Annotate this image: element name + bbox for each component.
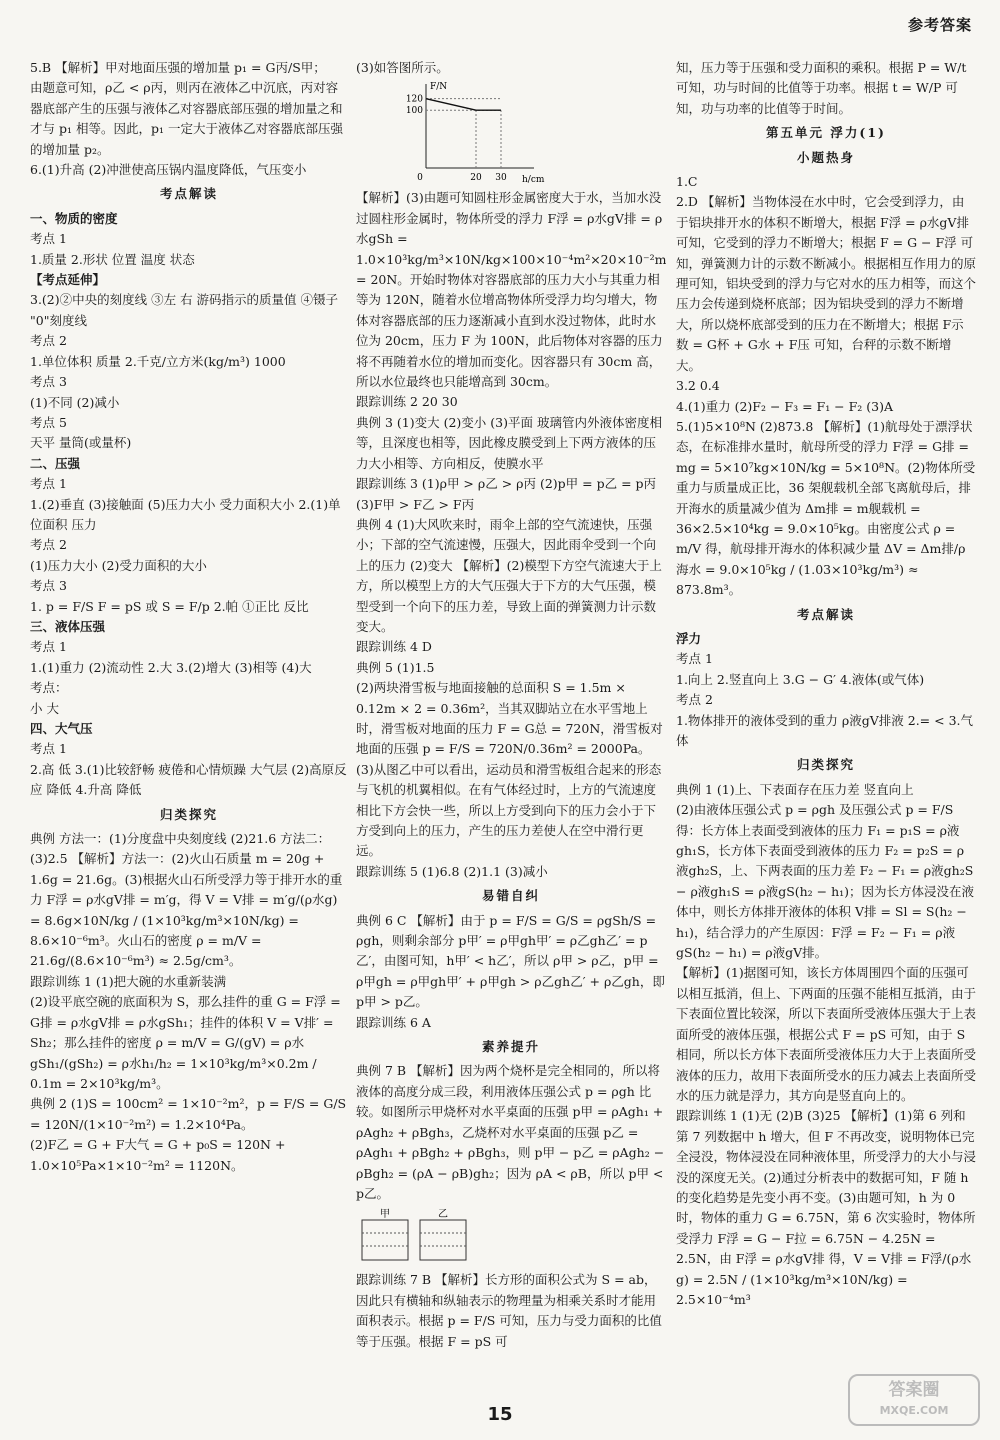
answer-paragraph: (1)压力大小 (2)受力面积的大小 — [30, 557, 207, 573]
answer-paragraph: 1.物体排开的液体受到的重力 ρ液gV排液 2.= < 3.气体 — [676, 712, 973, 748]
column-middle — [356, 58, 666, 1352]
answer-paragraph: 5.B 【解析】甲对地面压强的增加量 p₁ = G丙/S甲； — [30, 60, 326, 75]
subheading: 三、液体压强 — [30, 618, 106, 634]
answer-paragraph: 典例 4 (1)大风吹来时，雨伞上部的空气流速快，压强小；下部的空气流速慢，压强大，因此雨伞受到一个向上的压力 (2)变大 【解析】(2)模型下方空气流速大于上方，所以模型上方的大气压强大于下方的大气压强，模型受到一个向下的压力差，导致上面的弹簧测力计示数变大。 — [356, 516, 662, 634]
beaker-outline — [420, 1220, 466, 1260]
section-heading: 易错自纠 — [481, 888, 540, 904]
column-right — [676, 58, 976, 1310]
section-heading: 考点解读 — [796, 606, 855, 622]
section-heading: 第五单元 浮力(1) — [766, 125, 886, 141]
answer-paragraph: 【解析】(3)由题可知圆柱形金属密度大于水，当加水没过圆柱形金属时，物体所受的浮力 F浮 = ρ水gV排 = ρ水gSh = 1.0×10³kg/m³×10N/kg×100×10⁻⁴m²×20×10⁻²m = 20N。开始时物体对容器底部的压力大小与其重力相等为 120N，随着水位增高物体所受浮力均匀增大，物体对容器底部的压力逐渐减小直到水没过物体，此时水位为 20cm，压力 F 为 100N，此后物体对容器的压力将不再随着水位的增加而变化。因容器只有 30cm 高，所以水位最终也只能增高到 30cm。 — [356, 190, 666, 390]
section-heading: 素养提升 — [481, 1039, 540, 1055]
answer-paragraph: 3.(2)②中央的刻度线 ③左 右 游码指示的质量值 ④镊子 "0"刻度线 — [30, 292, 339, 328]
section-heading: 归类探究 — [159, 806, 218, 822]
answer-paragraph: 考点 3 — [30, 374, 67, 390]
answer-paragraph: 2.高 低 3.(1)比较舒畅 疲倦和心情烦躁 大气层 (2)高原反应 降低 4.升高 降低 — [30, 761, 347, 798]
answer-paragraph: 小 大 — [30, 700, 59, 716]
answer-paragraph: 1.(2)垂直 (3)接触面 (5)压力大小 受力面积大小 2.(1)单位面积 压力 — [30, 496, 341, 532]
watermark-line1: 答案圈 — [888, 1380, 940, 1400]
answer-paragraph: (2)F乙 = G + F大气 = G + p₀S = 120N + 1.0×10⁵Pa×1×10⁻²m² = 1120N。 — [30, 1137, 286, 1173]
answer-paragraph: 3.2 0.4 — [676, 378, 720, 394]
answer-paragraph: 典例 1 (1)上、下表面存在压力差 竖直向上 — [676, 781, 914, 797]
x-tick-label: 0 — [417, 173, 423, 184]
figure-caption: (3)如答图所示。 — [356, 60, 449, 75]
answer-paragraph: (3)从图乙中可以看出，运动员和滑雪板组合起来的形态与飞机的机翼相似。在有气体经过时，上方的气流速度相比下方会快一些，所以上方受到向下的压力会小于下方受到向上的压力，产生的压力差使人在空中滑行更远。 — [356, 761, 662, 859]
answer-paragraph: 考点 1 — [30, 639, 67, 655]
subheading: 二、压强 — [30, 455, 81, 471]
watermark-logo — [848, 1374, 980, 1426]
answer-paragraph: 跟踪训练 7 B 【解析】长方形的面积公式为 S = ab，因此只有横轴和纵轴表示的物理量为相乘关系时才能用面积表示。根据 p = F/S 可知，压力与受力面积的比值等于压强。根据 F = pS 可 — [356, 1272, 662, 1349]
beaker-label: 甲 — [380, 1209, 390, 1221]
answer-paragraph: 1.向上 2.竖直向上 3.G − G′ 4.液体(或气体) — [676, 671, 925, 687]
section-heading: 归类探究 — [796, 757, 855, 773]
beakers-figure — [356, 1206, 476, 1266]
answer-paragraph: 考点 2 — [676, 692, 713, 708]
answer-paragraph: 5.(1)5×10⁸N (2)873.8 【解析】(1)航母处于漂浮状态，在标准排水量时，航母所受的浮力 F浮 = G排 = mg = 5×10⁷kg×10N/kg = 5×10⁸N。(2)物体所受重力与质量成正比，36 架舰载机全部飞离航母后，排开海水的质量减少值为 Δm排 = m舰载机 = 36×2.5×10⁴kg = 9.0×10⁵kg。由密度公式 ρ = m/V 得，航母排开海水的体积减少量 ΔV = Δm排/ρ海水 = 9.0×10⁵kg / (1.03×10³kg/m³) ≈ 873.8m³。 — [676, 418, 976, 598]
answer-paragraph: 跟踪训练 2 20 30 — [356, 394, 458, 410]
answer-paragraph: 典例 3 (1)变大 (2)变小 (3)平面 玻璃管内外液体密度相等，且深度也相等，因此橡皮膜受到上下两方液体的压力大小相等、方向相反，使膜水平 — [356, 414, 662, 471]
column-left — [30, 58, 348, 1176]
answer-paragraph: 跟踪训练 1 (1)无 (2)B (3)25 【解析】(1)第 6 列和第 7 列数据中 h 增大，但 F 不再改变，说明物体已完全浸没，物体浸没在同种液体里，所受浮力的大小与浸没的深度无关。(2)通过分析表中的数据可知，F 随 h 的变化趋势是先变小再不变。(3)由题可知，h 为 0 时，物体的重力 G = 6.75N，第 6 次实验时，物体所受浮力 F浮 = G − F拉 = 6.75N − 4.25N = 2.5N，由 F浮 = ρ水gV排 得，V = V排 = F浮/(ρ水g) = 2.5N / (1×10³kg/m³×10N/kg) = 2.5×10⁻⁴m³ — [676, 1108, 976, 1307]
answer-paragraph: 1.单位体积 质量 2.千克/立方米(kg/m³) 1000 — [30, 353, 286, 369]
answer-paragraph: 【解析】(1)据图可知，该长方体周围四个面的压强可以相互抵消，但上、下两面的压强不能相互抵消，由于下表面位置比较深，所以下表面所受液体压强大于上表面所受的液体压强，根据公式 F = pS 可知，由于 S 相同，所以长方体下表面所受液体压力大于上表面所受液体的压力，故用下表面所受水的压力减去上表面所受水的压力就是浮力，其方向是竖直向上的。 — [676, 965, 976, 1103]
page-header-title: 参考答案 — [907, 16, 972, 34]
answer-paragraph: (2)两块滑雪板与地面接触的总面积 S = 1.5m × 0.12m × 2 = 0.36m²，当其双脚站立在水平雪地上时，滑雪板对地面的压力 F = G总 = 720N，滑雪板对地面的压强 p = F/S = 720N/0.36m² = 2000Pa。 — [356, 680, 663, 757]
section-heading: 考点解读 — [159, 186, 218, 202]
answer-paragraph: 6.(1)升高 (2)冲泄使高压锅内温度降低，气压变小 — [30, 162, 307, 178]
answer-paragraph: 1.C — [676, 174, 698, 190]
subheading: 【考点延伸】 — [30, 272, 106, 288]
answer-paragraph: 跟踪训练 6 A — [356, 1014, 431, 1030]
answer-paragraph: 4.(1)重力 (2)F₂ − F₃ = F₁ − F₂ (3)A — [676, 398, 894, 414]
y-tick-label: 100 — [405, 106, 423, 117]
answer-paragraph: 典例 2 (1)S = 100cm² = 1×10⁻²m²，p = F/S = G/S = 120N/(1×10⁻²m²) = 1.2×10⁴Pa。 — [30, 1096, 347, 1132]
answer-paragraph: 考点 2 — [30, 537, 67, 553]
answer-paragraph: 知，压力等于压强和受力面积的乘积。根据 P = W/t 可知，功与时间的比值等于功率。根据 t = W/P 可知，功与功率的比值等于时间。 — [676, 60, 967, 116]
answer-paragraph: 考点 1 — [30, 476, 67, 492]
answer-paragraph: 考点： — [30, 680, 68, 696]
subheading: 四、大气压 — [30, 721, 93, 736]
answer-paragraph: 考点 5 — [30, 414, 67, 430]
answer-paragraph: 考点 1 — [676, 651, 713, 667]
answer-paragraph: 1. p = F/S F = pS 或 S = F/p 2.帕 ①正比 反比 — [30, 598, 309, 614]
x-tick-label: 20 — [470, 173, 482, 184]
answer-paragraph: 考点 2 — [30, 333, 67, 349]
subheading: 一、物质的密度 — [30, 210, 118, 226]
beaker-outline — [362, 1220, 408, 1260]
subheading: 浮力 — [676, 630, 702, 646]
answer-paragraph: 典例 5 (1)1.5 — [356, 659, 435, 675]
answer-paragraph: 天平 量筒(或量杯) — [30, 435, 132, 451]
answer-paragraph: 考点 1 — [30, 741, 67, 757]
answer-paragraph: 典例 6 C 【解析】由于 p = F/S = G/S = ρgSh/S = ρgh，则剩余部分 p甲′ = ρ甲gh甲′ = ρ乙gh乙′ = p乙′，由图可知，h甲′ < h乙′，所以 ρ甲 > ρ乙，p甲 = ρ甲gh = ρ甲gh甲′ + ρ甲gh > ρ乙gh乙′ + ρ乙gh，即 p甲 > p乙。 — [356, 912, 665, 1010]
y-axis-label: F/N — [430, 82, 448, 93]
x-tick-label: 30 — [495, 173, 507, 184]
answer-paragraph: 考点 1 — [30, 231, 67, 247]
force-depth-chart — [396, 80, 546, 184]
page-number: 15 — [487, 1404, 513, 1425]
answer-paragraph: 1.(1)重力 (2)流动性 2.大 3.(2)增大 (3)相等 (4)大 — [30, 659, 312, 675]
section-heading: 小题热身 — [796, 149, 855, 165]
answer-paragraph: 由题意可知，ρ乙 < ρ丙，则丙在液体乙中沉底，丙对容器底部产生的压强与液体乙对容器底部压强的增加量之和才与 p₁ 相等。因此，p₁ 一定大于液体乙对容器底部压强的增加量 p₂。 — [30, 80, 343, 157]
answer-paragraph: (2)设平底空碗的底面积为 S，那么挂件的重 G = F浮 = G排 = ρ水gV排 = ρ水gSh₁；挂件的体积 V = V排′ = Sh₂；那么挂件的密度 ρ = m/V = G/(gV) = ρ水gSh₁/(gSh₂) = ρ水h₁/h₂ = 1×10³kg/m³×0.2m / 0.1m = 2×10³kg/m³。 — [30, 994, 341, 1091]
y-tick-label: 120 — [405, 95, 423, 106]
answer-paragraph: 典例 7 B 【解析】因为两个烧杯是完全相同的，所以将液体的高度分成三段，利用液体压强公式 p = ρgh 比较。如图所示甲烧杯对水平桌面的压强 p甲 = ρAgh₁ + ρAgh₂ + ρBgh₃，乙烧杯对水平桌面的压强 p乙 = ρAgh₁ + ρBgh₂ + ρBgh₃，则 p甲 − p乙 = ρAgh₂ − ρBgh₂ = (ρA − ρB)gh₂；因为 ρA < ρB，所以 p甲 < p乙。 — [356, 1063, 665, 1201]
answer-paragraph: 跟踪训练 4 D — [356, 639, 432, 655]
answer-paragraph: 1.质量 2.形状 位置 温度 状态 — [30, 251, 195, 267]
watermark-line2: MXQE.COM — [879, 1404, 949, 1417]
answer-paragraph: 跟踪训练 5 (1)6.8 (2)1.1 (3)减小 — [356, 863, 548, 879]
beaker-label: 乙 — [438, 1209, 448, 1221]
answer-paragraph: (2)由液体压强公式 p = ρgh 及压强公式 p = F/S 得：长方体上表面受到液体的压力 F₁ = p₁S = ρ液gh₁S，长方体下表面受到液体的压力 F₂ = p₂S = ρ液gh₂S，上、下两表面的压力差 F₂ − F₁ = ρ液gh₂S − ρ液gh₁S = ρ液gS(h₂ − h₁)；因为长方体浸没在液体中，则长方体排开液体的体积 V排 = Sl = S(h₂ − h₁)，结合浮力的产生原因：F浮 = F₂ − F₁ = ρ液gS(h₂ − h₁) = ρ液gV排。 — [676, 802, 975, 961]
x-axis-label: h/cm — [522, 175, 545, 185]
answer-paragraph: 2.D 【解析】当物体浸在水中时，它会受到浮力，由于铝块排开水的体积不断增大，根据 F浮 = ρ水gV排 可知，它受到的浮力不断增大；根据 F = G − F浮 可知，弹簧测力计的示数不断减小。根据相互作用力的原理可知，铝块受到的浮力与它对水的压力相等，而这个压力会传递到烧杯底部；因为铝块受到的浮力不断增大，所以烧杯底部受到的压力在不断增大；根据 F示数 = G杯 + G水 + F压 可知，台秤的示数不断增大。 — [676, 194, 976, 373]
answer-paragraph: 跟踪训练 1 (1)把大碗的水重新装满 — [30, 973, 227, 989]
answer-paragraph: 典例 方法一：(1)分度盘中央刻度线 (2)21.6 方法二：(3)2.5 【解析】方法一：(2)火山石质量 m = 20g + 1.6g = 21.6g。(3)根据火山石所受浮力等于排开水的重力 F浮 = ρ水gV排 = m′g，得 V = V排 = m′g/(ρ水g) = 8.6g×10N/kg / (1×10³kg/m³×10N/kg) = 8.6×10⁻⁶m³。火山石的密度 ρ = m/V = 21.6g/(8.6×10⁻⁶m³) ≈ 2.5g/cm³。 — [30, 831, 343, 969]
answer-paragraph: 考点 3 — [30, 578, 67, 594]
series-line — [426, 99, 501, 111]
answer-paragraph: 跟踪训练 3 (1)ρ甲 > ρ乙 > ρ丙 (2)p甲 = p乙 = p丙 (3)F甲 > F乙 > F丙 — [356, 476, 657, 512]
answer-paragraph: (1)不同 (2)减小 — [30, 394, 120, 410]
